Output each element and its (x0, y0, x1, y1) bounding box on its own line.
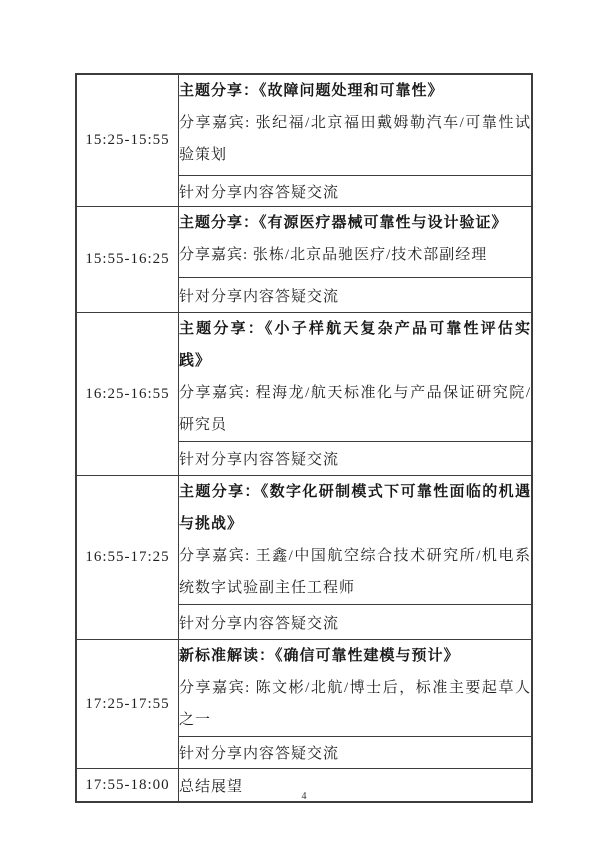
schedule-table (75, 73, 533, 803)
session-content (179, 476, 533, 605)
session-summary: 总结展望 (179, 769, 533, 803)
session-qa: 针对分享内容答疑交流 (179, 176, 533, 207)
session-speaker: 分享嘉宾: 陈文彬/北航/博士后，标准主要起草人之一 (179, 680, 531, 728)
session-qa: 针对分享内容答疑交流 (179, 737, 533, 769)
session-speaker: 分享嘉宾: 张栋/北京品驰医疗/技术部副经理 (179, 247, 488, 263)
session-qa: 针对分享内容答疑交流 (179, 278, 533, 313)
session-time: 15:25-15:55 (76, 74, 179, 207)
session-speaker: 分享嘉宾: 程海龙/航天标准化与产品保证研究院/研究员 (179, 385, 531, 433)
session-qa: 针对分享内容答疑交流 (179, 442, 533, 476)
session-topic: 主题分享：《数字化研制模式下可靠性面临的机遇与挑战》 (179, 484, 531, 532)
session-topic: 主题分享：《小子样航天复杂产品可靠性评估实践》 (179, 321, 531, 369)
table-row (76, 74, 532, 176)
table-row (76, 640, 532, 737)
session-content (179, 74, 533, 176)
session-qa: 针对分享内容答疑交流 (179, 605, 533, 640)
session-time: 15:55-16:25 (76, 207, 179, 313)
session-speaker: 分享嘉宾: 王鑫/中国航空综合技术研究所/机电系统数字试验副主任工程师 (179, 548, 531, 596)
session-topic: 主题分享：《有源医疗器械可靠性与设计验证》 (179, 215, 508, 231)
session-speaker: 分享嘉宾: 张纪福/北京福田戴姆勒汽车/可靠性试验策划 (179, 115, 531, 163)
page-number: 4 (301, 791, 307, 802)
session-content (179, 313, 533, 442)
session-topic: 新标准解读：《确信可靠性建模与预计》 (179, 648, 460, 664)
table-row (76, 476, 532, 605)
table-row (76, 313, 532, 442)
session-content (179, 640, 533, 737)
session-time: 16:55-17:25 (76, 476, 179, 640)
session-time: 17:25-17:55 (76, 640, 179, 769)
session-content (179, 207, 533, 278)
session-topic: 主题分享：《故障问题处理和可靠性》 (179, 83, 444, 99)
session-time: 16:25-16:55 (76, 313, 179, 476)
session-time: 17:55-18:00 (76, 769, 179, 803)
table-row (76, 207, 532, 278)
